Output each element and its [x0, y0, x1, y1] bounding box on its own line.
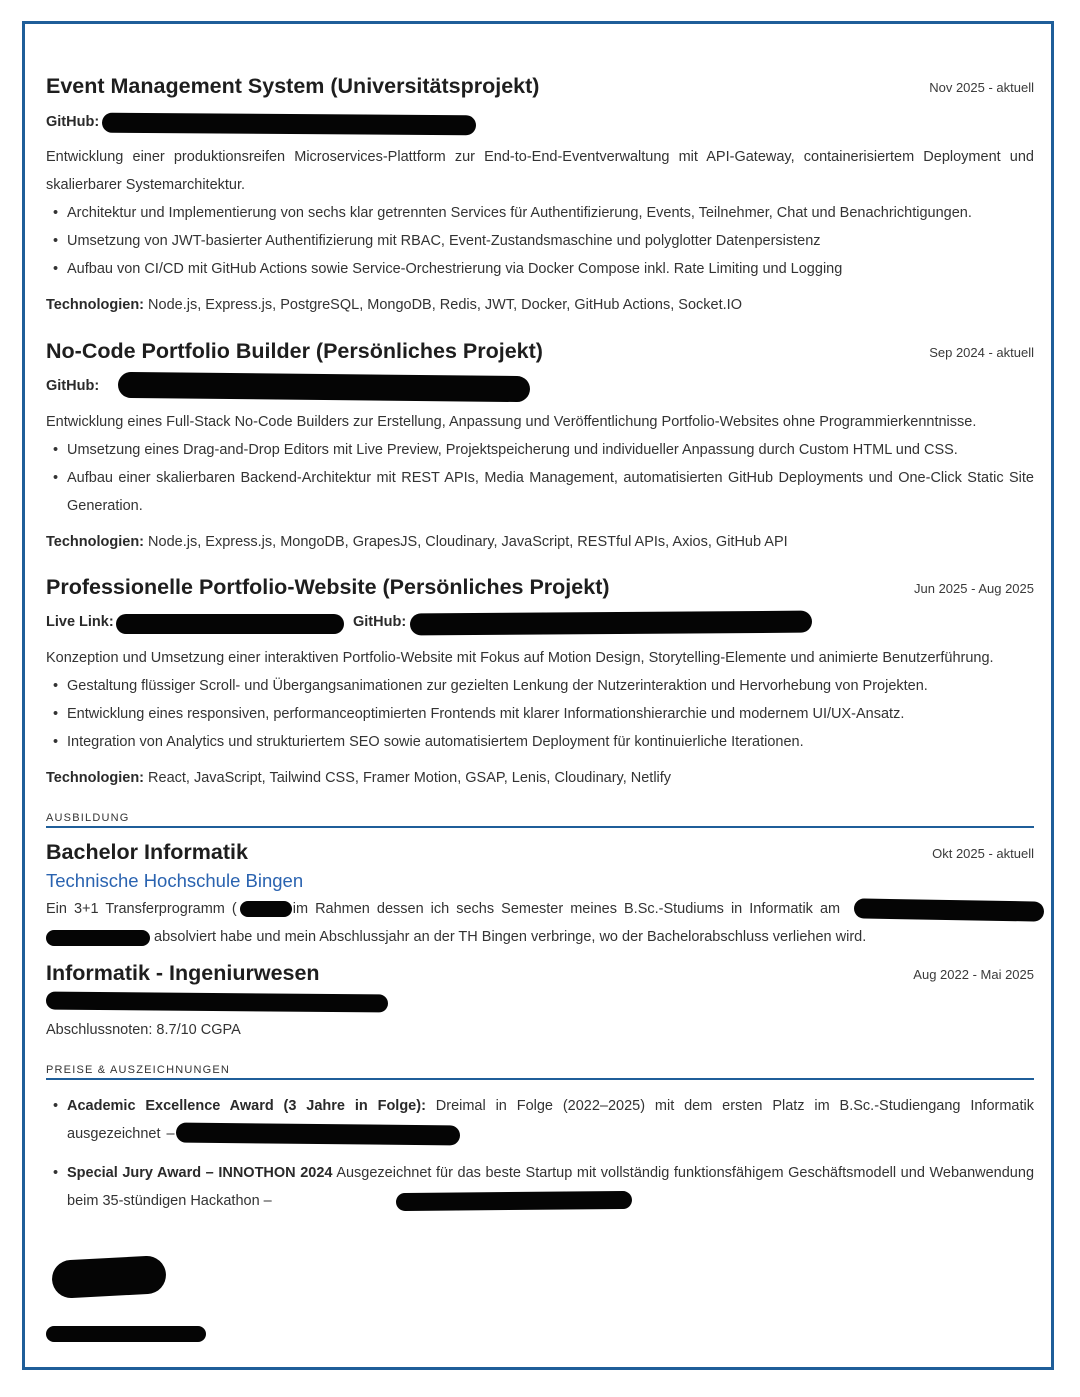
live-link-label: Live Link:	[46, 614, 114, 630]
project-date: Sep 2024 - aktuell	[929, 345, 1034, 360]
project-title: Professionelle Portfolio-Website (Persönliches Projekt)	[46, 575, 610, 599]
section-heading-education: AUSBILDUNG	[46, 812, 130, 824]
project-date: Nov 2025 - aktuell	[929, 80, 1034, 95]
section-heading-awards: PREISE & AUSZEICHNUNGEN	[46, 1064, 231, 1076]
tech-label: Technologien:	[46, 534, 145, 550]
redacted-link	[176, 1123, 460, 1146]
project-tech	[46, 528, 788, 556]
tech-label: Technologien:	[46, 297, 145, 313]
list-item: • Aufbau von CI/CD mit GitHub Actions sowie Service-Orchestrierung via Docker Compose inkl. Rate Limiting und Logging	[67, 255, 1034, 283]
project-tech	[46, 291, 742, 319]
github-label: GitHub:	[46, 378, 100, 394]
award-title: Special Jury Award – INNOTHON 2024	[67, 1165, 333, 1181]
section-rule	[46, 826, 1034, 828]
award-text: Ausgezeichnet für das beste Startup mit vollständig funktionsfähigem Geschäftsmodell und Webanwendung beim 35-stündigen Hackathon –	[67, 1165, 1035, 1209]
redacted-github-link	[102, 113, 476, 136]
list-item: • Integration von Analytics und strukturiertem SEO sowie automatisiertem Deployment für kontinuierliche Iterationen.	[67, 728, 1034, 756]
tech-list: Node.js, Express.js, PostgreSQL, MongoDB, Redis, JWT, Docker, GitHub Actions, Socket.IO	[148, 297, 742, 313]
project-title: No-Code Portfolio Builder (Persönliches Projekt)	[46, 339, 543, 363]
tech-list: React, JavaScript, Tailwind CSS, Framer Motion, GSAP, Lenis, Cloudinary, Netlify	[148, 770, 672, 786]
list-item: • Entwicklung eines responsiven, performanceoptimierten Frontends mit klarer Informationshierarchie und modernem UI/UX-Ansatz.	[67, 700, 1034, 728]
award-text: Dreimal in Folge (2022–2025) mit dem ersten Platz im B.Sc.-Studiengang Informatik ausgezeichnet –	[67, 1098, 1034, 1142]
github-label: GitHub:	[46, 114, 100, 130]
education-text-start: Ein 3+1 Transferprogramm (	[46, 901, 237, 917]
list-item: • Aufbau einer skalierbaren Backend-Architektur mit REST APIs, Media Management, automatisierten GitHub Deployments und One-Click Static Site Generation.	[67, 464, 1034, 520]
project-links	[353, 608, 406, 636]
project-description: Entwicklung einer produktionsreifen Microservices-Plattform zur End-to-End-Eventverwaltung mit API-Gateway, containerisiertem Deployment und skalierbarer Systemarchitektur.	[46, 149, 1034, 193]
redacted-github-link	[410, 611, 812, 636]
project-tech	[46, 764, 671, 792]
tech-label: Technologien:	[46, 770, 145, 786]
education-grades: Abschlussnoten: 8.7/10 CGPA	[46, 1022, 241, 1038]
redacted-institution	[46, 992, 388, 1013]
redacted-institution	[46, 930, 150, 946]
project-bullets	[46, 199, 1034, 283]
github-label: GitHub:	[353, 614, 407, 630]
project-bullets	[46, 672, 1034, 756]
section-rule	[46, 1078, 1034, 1080]
project-links	[46, 372, 99, 400]
tech-list: Node.js, Express.js, MongoDB, GrapesJS, Cloudinary, JavaScript, RESTful APIs, Axios, GitHub API	[148, 534, 788, 550]
project-links	[46, 108, 99, 136]
project-date: Jun 2025 - Aug 2025	[914, 581, 1034, 596]
redacted-live-link	[116, 614, 344, 634]
redacted-link	[396, 1191, 632, 1211]
list-item: • Gestaltung flüssiger Scroll- und Übergangsanimationen zur gezielten Lenkung der Nutzerinteraktion und Hervorhebung von Projekten.	[67, 672, 1034, 700]
redacted-signature	[51, 1255, 167, 1299]
education-text-middle: im Rahmen dessen ich sechs Semester meines B.Sc.-Studiums in Informatik am	[292, 901, 841, 917]
project-links	[46, 608, 114, 636]
project-description: Entwicklung eines Full-Stack No-Code Builders zur Erstellung, Anpassung und Veröffentlichung Portfolio-Websites ohne Programmierkenntnisse.	[46, 414, 977, 430]
redacted-github-link	[118, 372, 530, 402]
education-degree: Bachelor Informatik	[46, 840, 248, 864]
education-school: Technische Hochschule Bingen	[46, 870, 304, 891]
education-description-end: absolviert habe und mein Abschlussjahr an der TH Bingen verbringe, wo der Bachelorabschluss verliehen wird.	[154, 929, 867, 945]
list-item: • Umsetzung eines Drag-and-Drop Editors mit Live Preview, Projektspeicherung und individueller Anpassung durch Custom HTML und CSS.	[67, 436, 1034, 464]
education-date: Okt 2025 - aktuell	[932, 846, 1034, 861]
redacted-signature-name	[46, 1326, 206, 1342]
project-title: Event Management System (Universitätsprojekt)	[46, 74, 540, 98]
redacted-program-name	[240, 901, 292, 917]
list-item: • Umsetzung von JWT-basierter Authentifizierung mit RBAC, Event-Zustandsmaschine und polyglotter Datenpersistenz	[67, 227, 1034, 255]
award-title: Academic Excellence Award (3 Jahre in Folge):	[67, 1098, 426, 1114]
redacted-institution	[854, 898, 1044, 921]
list-item: • Architektur und Implementierung von sechs klar getrennten Services für Authentifizierung, Events, Teilnehmer, Chat und Benachrichtigungen.	[67, 199, 1034, 227]
education-date: Aug 2022 - Mai 2025	[913, 967, 1034, 982]
project-bullets	[46, 436, 1034, 520]
education-degree: Informatik - Ingeniurwesen	[46, 961, 320, 985]
project-description: Konzeption und Umsetzung einer interaktiven Portfolio-Website mit Fokus auf Motion Design, Storytelling-Elemente und animierte Benutzerführung.	[46, 650, 994, 666]
